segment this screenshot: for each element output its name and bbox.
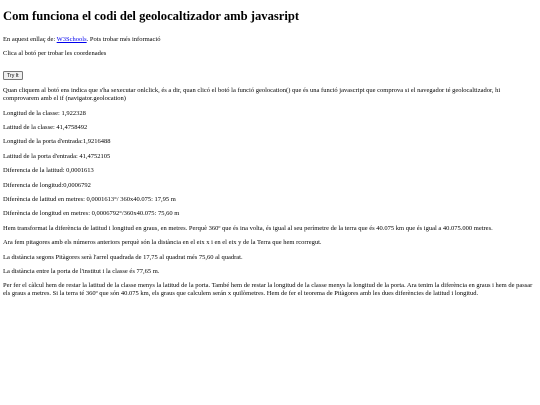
intro-suffix: . Pots trobar més informació <box>86 36 161 43</box>
conversion-explanation: Hem transformat la diferència de latitud i longitud en graus, en metres. Perquè 360º que és ina volta, és igual al seu perímetre de la terra que és 40.075 km que és igual a 40.075.000 metres. <box>3 224 493 232</box>
class-latitude: Latitud de la classe: 41,4758492 <box>3 124 88 132</box>
distance-result: La distància entre la porta de l'institut i la classe és 77,65 m. <box>3 267 160 275</box>
latitude-difference: Diferencia de la latitud: 0,0001613 <box>3 167 94 175</box>
pythagoras-intro: Ara fem pitagores amb els números anteriors perquè són la distància en el eix x i en el eix y de la Terra que hem rcorregut. <box>3 239 322 247</box>
intro-paragraph <box>3 36 537 44</box>
page-title: Com funciona el codi del geolocaltizador amb javasript <box>3 9 300 23</box>
class-longitude: Longitud de la classe: 1,922328 <box>3 109 86 117</box>
try-it-button[interactable]: Try It <box>3 71 23 80</box>
door-longitude: Longitud de la porta d'entrada:1,9216488 <box>3 138 111 146</box>
calculation-summary: Per fer el càlcul hem de restar la latitud de la classe menys la latitud de la porta. També hem de restar la longitud de la classe menys la longitud de la porta. Ara tenim la diferència en graus i hem de passar els graus a metres. Si la terra té 360º que són 40.075 km, els graus que calculem serán x quilòmetres. Hem de fer el teorema de Pitàgores amb les dues diferències de latitud i longitud. <box>3 282 533 298</box>
latitude-difference-meters: Diferència de latitud en metres: 0,0001613°/ 360x40.075: 17,95 m <box>3 196 176 204</box>
explanation-paragraph: Quan cliquem al botó ens indica que s'ha sexecutar onlclick, és a dir, quan clicó el botó la funció geolocation() que és una funció javascript que comprova si el navegador té geolocaltizador, hi comprovarem amb el if (navigator.geolocation) <box>3 87 501 103</box>
intro-prefix: En aquest enllaç de: <box>3 36 57 43</box>
door-latitude: Latitud de la porta d'entrada: 41,4752105 <box>3 152 111 160</box>
w3schools-link[interactable]: W3Schools <box>56 36 87 43</box>
button-wrapper <box>3 64 537 84</box>
pythagoras-formula: La distància segons Pitàgores serà l'arrel quadrada de 17,75 al quadrat més 75,60 al quadrat. <box>3 253 243 261</box>
longitude-difference-meters: Diferència de longitud en metres: 0,0006792°/360x40.075: 75,60 m <box>3 210 180 218</box>
longitude-difference: Diferencia de longitud:0,0006792 <box>3 181 91 189</box>
instruction-text: Clica al botó per trobar les coordenades <box>3 50 107 58</box>
